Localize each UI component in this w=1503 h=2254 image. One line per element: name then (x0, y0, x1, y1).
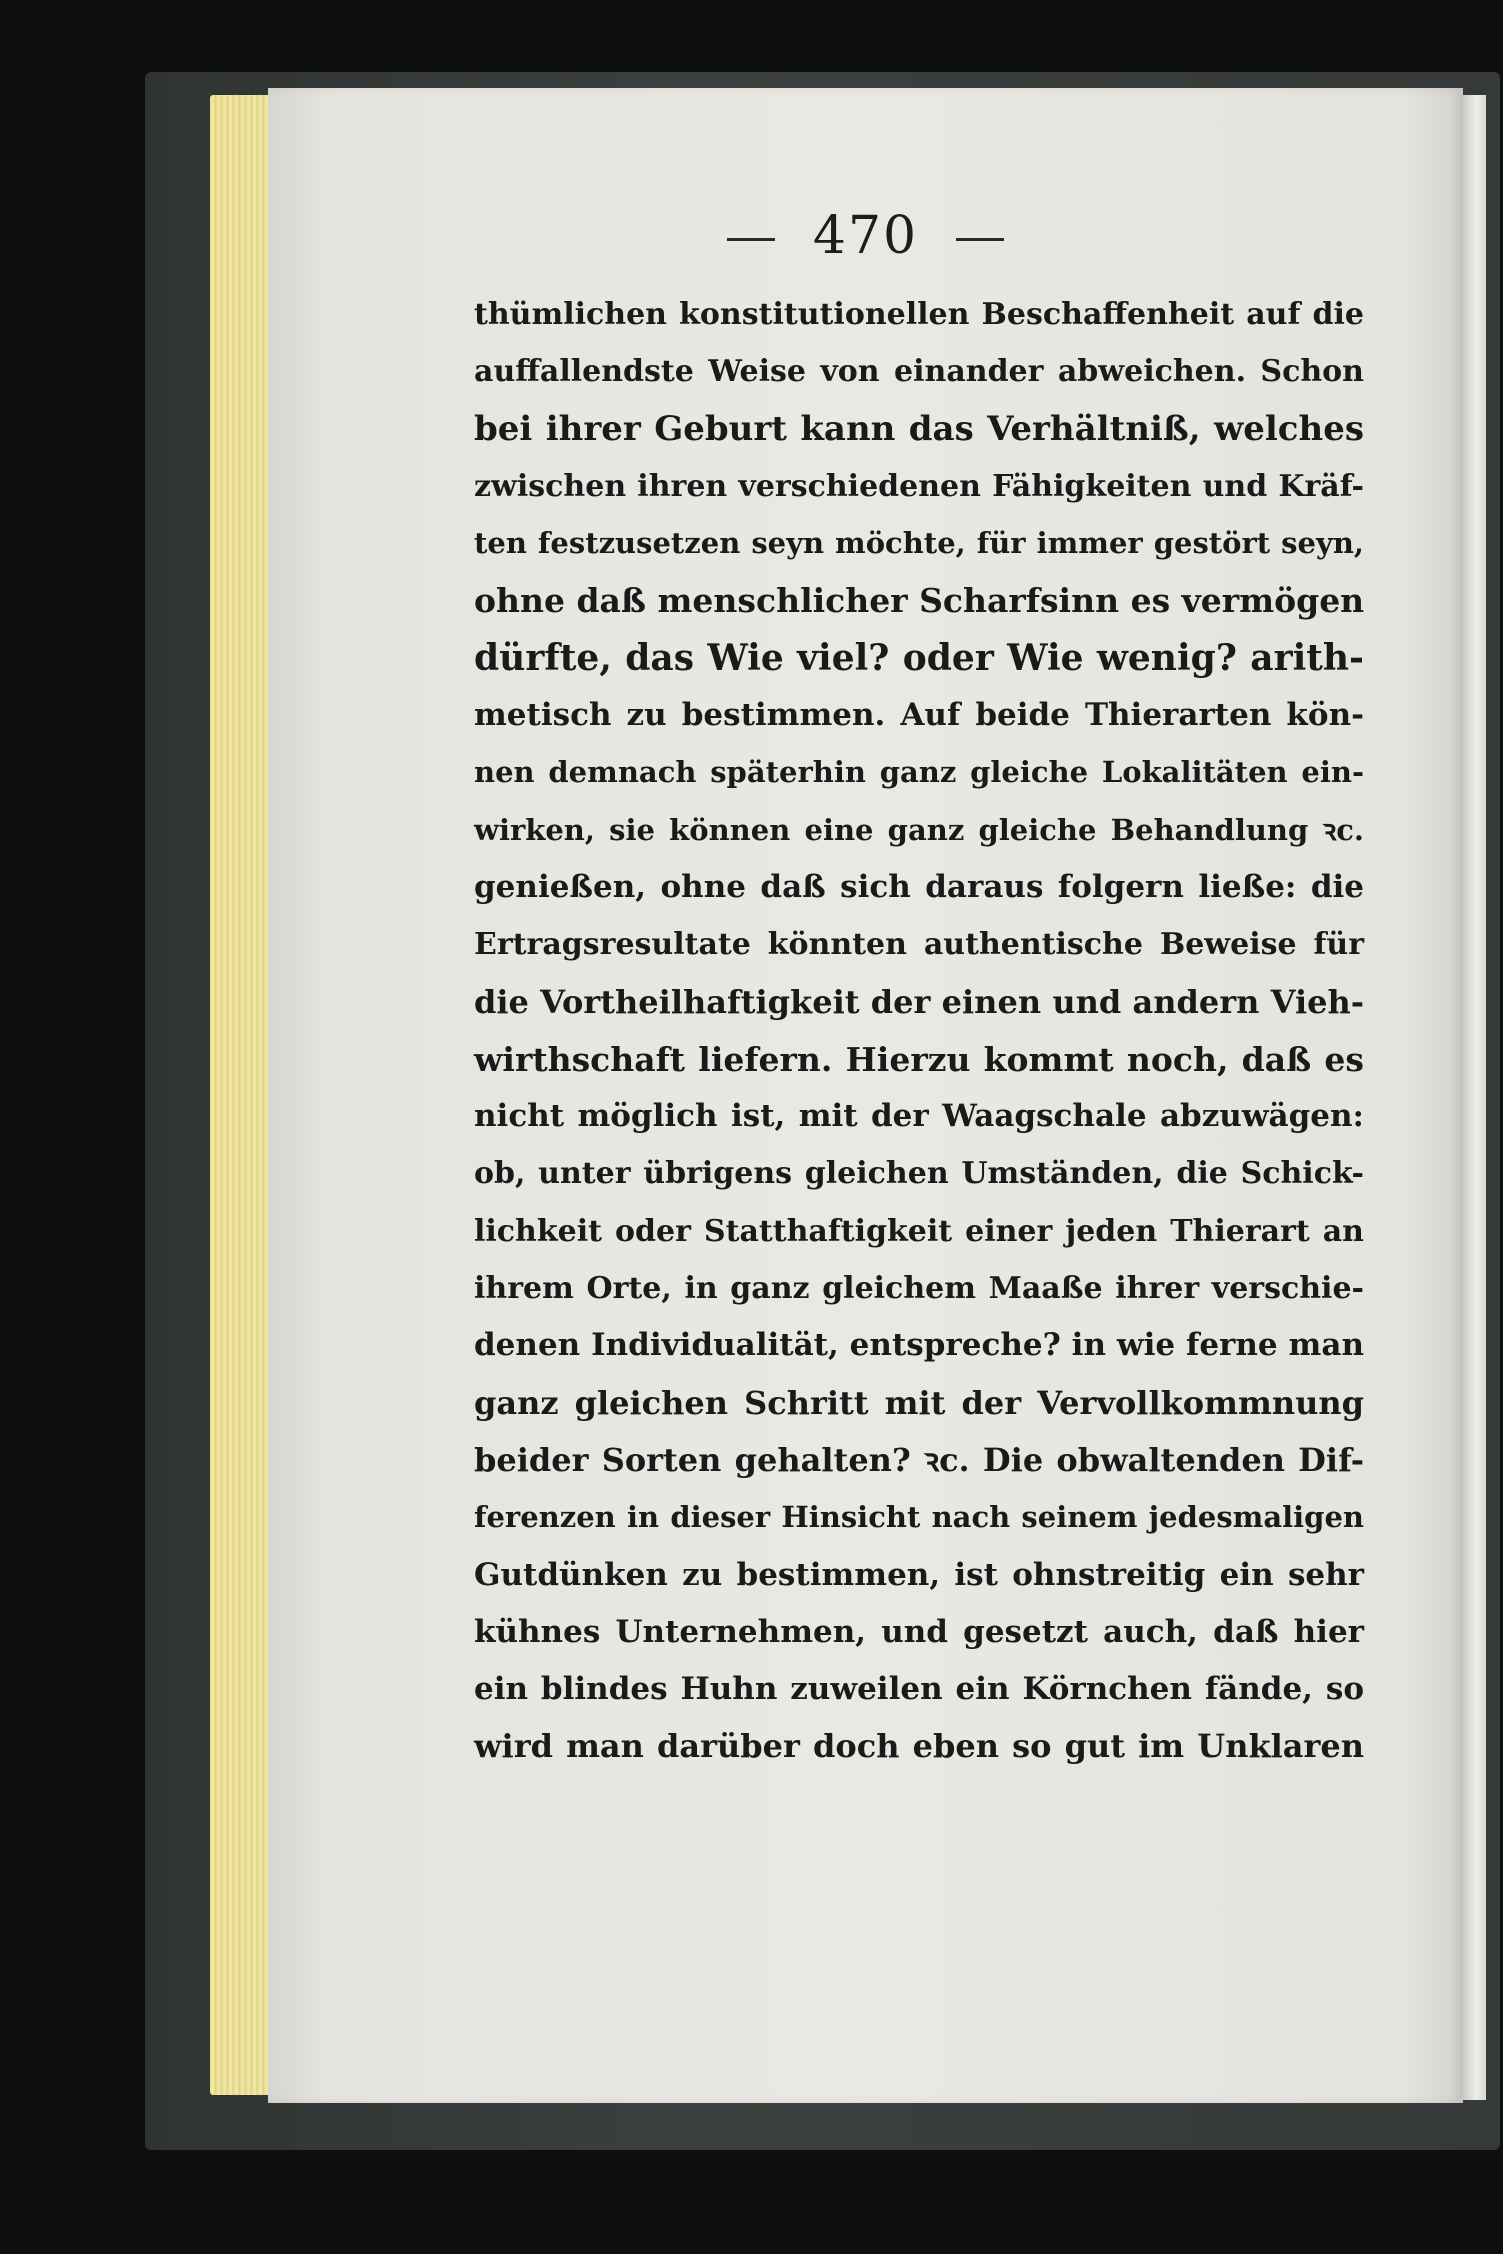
text-line: ten festzusetzen seyn möchte, für immer gestört seyn, (474, 526, 1364, 561)
text-line: dürfte, das Wie viel? oder Wie wenig? arith- (474, 636, 1364, 679)
text-line: wirthschaft liefern. Hierzu kommt noch, daß es (474, 1039, 1364, 1079)
text-line: ganz gleichen Schritt mit der Vervollkommnung (474, 1383, 1364, 1422)
text-line: ferenzen in dieser Hinsicht nach seinem jedesmaligen (474, 1500, 1364, 1535)
text-line: wird man darüber doch eben so gut im Unklaren (474, 1727, 1364, 1766)
text-line: beider Sorten gehalten? ꝛc. Die obwaltenden Dif- (474, 1440, 1364, 1479)
text-line: ihrem Orte, in ganz gleichem Maaße ihrer verschie- (474, 1271, 1364, 1307)
header-dash-right (956, 238, 1004, 241)
facing-page-edge (1462, 95, 1486, 2100)
text-line: Gutdünken zu bestimmen, ist ohnstreitig ein sehr (474, 1556, 1364, 1593)
text-line: denen Individualität, entspreche? in wie ferne man (474, 1327, 1364, 1364)
text-line: kühnes Unternehmen, und gesetzt auch, daß hier (474, 1613, 1364, 1650)
text-line: die Vortheilhaftigkeit der einen und andern Vieh- (474, 982, 1364, 1021)
text-line: genießen, ohne daß sich daraus folgern ließe: die (474, 868, 1364, 905)
body-text (474, 286, 1364, 1776)
page-header (268, 206, 1463, 266)
text-line: metisch zu bestimmen. Auf beide Thierarten kön- (474, 697, 1364, 734)
header-dash-left (727, 238, 775, 241)
text-line: ein blindes Huhn zuweilen ein Körnchen fände, so (474, 1671, 1364, 1708)
text-line: ohne daß menschlicher Scharfsinn es vermögen (474, 581, 1365, 621)
text-line: thümlichen konstitutionellen Beschaffenheit auf die (474, 297, 1364, 332)
text-line: lichkeit oder Statthaftigkeit einer jeden Thierart an (474, 1213, 1364, 1249)
text-line: auffallendste Weise von einander abweichen. Schon (474, 354, 1364, 390)
book-page (268, 88, 1463, 2103)
page-edges (210, 95, 270, 2095)
page-number: 470 (812, 206, 919, 266)
text-line: bei ihrer Geburt kann das Verhältniß, welches (474, 408, 1364, 449)
text-line: nen demnach späterhin ganz gleiche Lokalitäten ein- (474, 755, 1364, 790)
text-line: wirken, sie können eine ganz gleiche Behandlung ꝛc. (474, 812, 1364, 847)
text-line: nicht möglich ist, mit der Waagschale abzuwägen: (474, 1098, 1364, 1135)
text-line: ob, unter übrigens gleichen Umständen, die Schick- (474, 1156, 1364, 1192)
text-line: Ertragsresultate könnten authentische Beweise für (474, 927, 1364, 963)
text-line: zwischen ihren verschiedenen Fähigkeiten und Kräf- (474, 468, 1364, 504)
